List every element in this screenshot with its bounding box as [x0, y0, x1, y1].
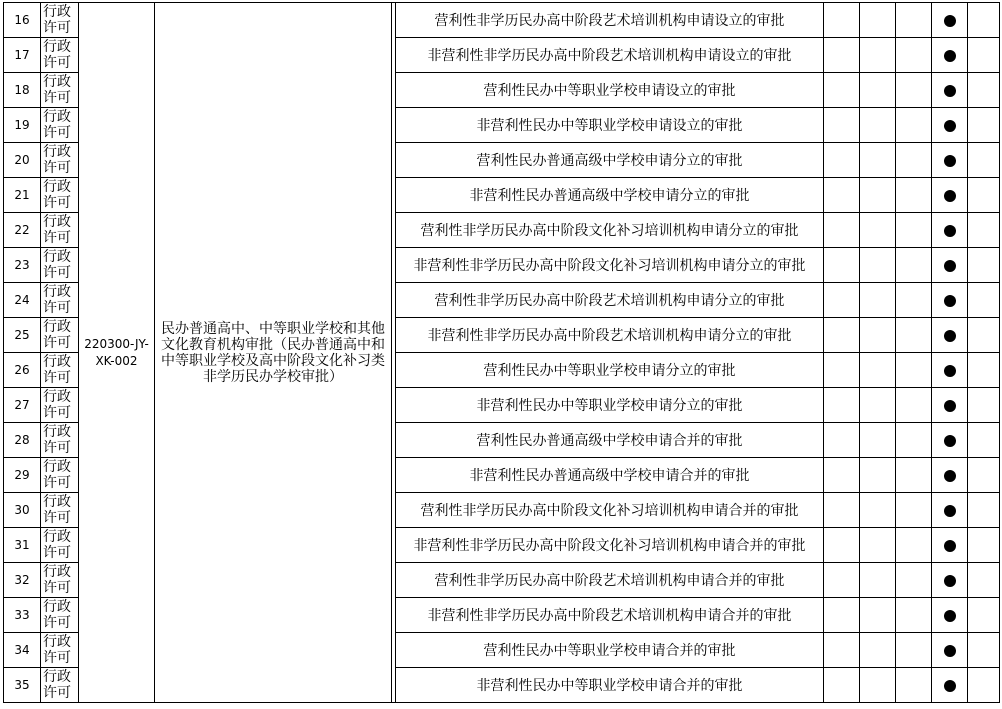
item-type: 行政许可 — [41, 563, 79, 598]
empty-last-cell — [968, 3, 1000, 38]
empty-level-cell — [896, 248, 932, 283]
mark-cell — [932, 668, 968, 703]
empty-level-cell — [896, 493, 932, 528]
empty-level-cell — [860, 493, 896, 528]
main-item-name: 民办普通高中、中等职业学校和其他文化教育机构审批（民办普通高中和中等职业学校及高中阶段文化补习类非学历民办学校审批） — [155, 3, 392, 703]
empty-level-cell — [824, 493, 860, 528]
empty-level-cell — [860, 73, 896, 108]
item-type: 行政许可 — [41, 3, 79, 38]
empty-level-cell — [824, 283, 860, 318]
mark-cell — [932, 38, 968, 73]
empty-level-cell — [824, 528, 860, 563]
table-body — [4, 3, 1000, 703]
mark-cell — [932, 458, 968, 493]
empty-level-cell — [860, 213, 896, 248]
mark-cell — [932, 108, 968, 143]
empty-last-cell — [968, 458, 1000, 493]
row-number: 22 — [4, 213, 41, 248]
item-type: 行政许可 — [41, 353, 79, 388]
sub-item-name: 营利性民办中等职业学校申请设立的审批 — [396, 73, 824, 108]
empty-last-cell — [968, 178, 1000, 213]
row-number: 31 — [4, 528, 41, 563]
item-type: 行政许可 — [41, 143, 79, 178]
filled-circle-icon — [944, 295, 956, 307]
empty-level-cell — [860, 318, 896, 353]
filled-circle-icon — [944, 505, 956, 517]
empty-last-cell — [968, 108, 1000, 143]
sub-item-name: 非营利性非学历民办高中阶段文化补习培训机构申请合并的审批 — [396, 528, 824, 563]
empty-level-cell — [896, 108, 932, 143]
empty-level-cell — [860, 423, 896, 458]
mark-cell — [932, 248, 968, 283]
sub-item-name: 营利性民办普通高级中学校申请分立的审批 — [396, 143, 824, 178]
row-number: 29 — [4, 458, 41, 493]
sub-item-name: 营利性非学历民办高中阶段艺术培训机构申请设立的审批 — [396, 3, 824, 38]
empty-level-cell — [860, 668, 896, 703]
filled-circle-icon — [944, 50, 956, 62]
empty-level-cell — [860, 353, 896, 388]
empty-level-cell — [824, 213, 860, 248]
item-type: 行政许可 — [41, 178, 79, 213]
filled-circle-icon — [944, 400, 956, 412]
item-type: 行政许可 — [41, 248, 79, 283]
empty-level-cell — [860, 143, 896, 178]
mark-cell — [932, 598, 968, 633]
row-number: 17 — [4, 38, 41, 73]
empty-level-cell — [896, 38, 932, 73]
empty-level-cell — [824, 353, 860, 388]
empty-level-cell — [860, 633, 896, 668]
filled-circle-icon — [944, 120, 956, 132]
sub-item-name: 非营利性非学历民办高中阶段艺术培训机构申请合并的审批 — [396, 598, 824, 633]
empty-level-cell — [824, 633, 860, 668]
empty-level-cell — [824, 143, 860, 178]
empty-level-cell — [896, 423, 932, 458]
empty-level-cell — [896, 458, 932, 493]
row-number: 16 — [4, 3, 41, 38]
row-number: 27 — [4, 388, 41, 423]
empty-level-cell — [896, 143, 932, 178]
item-type: 行政许可 — [41, 493, 79, 528]
row-number: 20 — [4, 143, 41, 178]
empty-last-cell — [968, 143, 1000, 178]
mark-cell — [932, 423, 968, 458]
empty-level-cell — [860, 283, 896, 318]
item-type: 行政许可 — [41, 633, 79, 668]
filled-circle-icon — [944, 610, 956, 622]
empty-level-cell — [824, 108, 860, 143]
item-code: 220300-JY-XK-002 — [79, 3, 155, 703]
filled-circle-icon — [944, 365, 956, 377]
mark-cell — [932, 353, 968, 388]
sub-item-name: 非营利性民办中等职业学校申请分立的审批 — [396, 388, 824, 423]
empty-level-cell — [860, 178, 896, 213]
item-type: 行政许可 — [41, 598, 79, 633]
empty-level-cell — [860, 598, 896, 633]
empty-level-cell — [824, 668, 860, 703]
filled-circle-icon — [944, 540, 956, 552]
empty-last-cell — [968, 668, 1000, 703]
row-number: 33 — [4, 598, 41, 633]
mark-cell — [932, 563, 968, 598]
item-type: 行政许可 — [41, 388, 79, 423]
filled-circle-icon — [944, 435, 956, 447]
empty-last-cell — [968, 528, 1000, 563]
empty-level-cell — [860, 563, 896, 598]
mark-cell — [932, 73, 968, 108]
sub-item-name: 非营利性非学历民办高中阶段艺术培训机构申请设立的审批 — [396, 38, 824, 73]
row-number: 23 — [4, 248, 41, 283]
empty-last-cell — [968, 73, 1000, 108]
item-type: 行政许可 — [41, 458, 79, 493]
empty-level-cell — [896, 283, 932, 318]
sub-item-name: 非营利性非学历民办高中阶段艺术培训机构申请分立的审批 — [396, 318, 824, 353]
table-row — [4, 3, 1000, 38]
row-number: 26 — [4, 353, 41, 388]
filled-circle-icon — [944, 330, 956, 342]
empty-level-cell — [896, 633, 932, 668]
row-number: 25 — [4, 318, 41, 353]
empty-level-cell — [860, 248, 896, 283]
empty-level-cell — [824, 563, 860, 598]
row-number: 19 — [4, 108, 41, 143]
item-type: 行政许可 — [41, 108, 79, 143]
sub-item-name: 非营利性民办普通高级中学校申请合并的审批 — [396, 458, 824, 493]
mark-cell — [932, 143, 968, 178]
empty-last-cell — [968, 38, 1000, 73]
sub-item-name: 非营利性非学历民办高中阶段文化补习培训机构申请分立的审批 — [396, 248, 824, 283]
empty-level-cell — [824, 318, 860, 353]
empty-level-cell — [824, 458, 860, 493]
empty-level-cell — [860, 38, 896, 73]
empty-level-cell — [824, 248, 860, 283]
mark-cell — [932, 283, 968, 318]
row-number: 24 — [4, 283, 41, 318]
empty-level-cell — [860, 458, 896, 493]
empty-level-cell — [824, 178, 860, 213]
empty-level-cell — [824, 3, 860, 38]
row-number: 35 — [4, 668, 41, 703]
empty-last-cell — [968, 633, 1000, 668]
empty-level-cell — [824, 38, 860, 73]
empty-level-cell — [896, 213, 932, 248]
filled-circle-icon — [944, 155, 956, 167]
empty-level-cell — [860, 528, 896, 563]
empty-level-cell — [896, 388, 932, 423]
filled-circle-icon — [944, 680, 956, 692]
empty-level-cell — [896, 598, 932, 633]
sub-item-name: 营利性民办中等职业学校申请合并的审批 — [396, 633, 824, 668]
mark-cell — [932, 213, 968, 248]
empty-last-cell — [968, 318, 1000, 353]
empty-last-cell — [968, 563, 1000, 598]
empty-last-cell — [968, 598, 1000, 633]
item-type: 行政许可 — [41, 73, 79, 108]
empty-last-cell — [968, 423, 1000, 458]
filled-circle-icon — [944, 260, 956, 272]
item-type: 行政许可 — [41, 213, 79, 248]
row-number: 21 — [4, 178, 41, 213]
empty-level-cell — [896, 73, 932, 108]
filled-circle-icon — [944, 575, 956, 587]
mark-cell — [932, 528, 968, 563]
empty-level-cell — [896, 528, 932, 563]
empty-last-cell — [968, 283, 1000, 318]
item-type: 行政许可 — [41, 668, 79, 703]
sub-item-name: 营利性非学历民办高中阶段艺术培训机构申请合并的审批 — [396, 563, 824, 598]
empty-level-cell — [896, 563, 932, 598]
mark-cell — [932, 493, 968, 528]
sub-item-name: 营利性非学历民办高中阶段文化补习培训机构申请合并的审批 — [396, 493, 824, 528]
approval-items-table — [3, 2, 1000, 703]
empty-last-cell — [968, 248, 1000, 283]
mark-cell — [932, 178, 968, 213]
filled-circle-icon — [944, 470, 956, 482]
empty-level-cell — [860, 108, 896, 143]
mark-cell — [932, 388, 968, 423]
empty-level-cell — [860, 388, 896, 423]
sub-item-name: 营利性非学历民办高中阶段文化补习培训机构申请分立的审批 — [396, 213, 824, 248]
empty-level-cell — [896, 178, 932, 213]
empty-level-cell — [896, 353, 932, 388]
empty-level-cell — [896, 3, 932, 38]
empty-last-cell — [968, 353, 1000, 388]
item-type: 行政许可 — [41, 423, 79, 458]
filled-circle-icon — [944, 645, 956, 657]
filled-circle-icon — [944, 190, 956, 202]
row-number: 32 — [4, 563, 41, 598]
empty-last-cell — [968, 213, 1000, 248]
mark-cell — [932, 318, 968, 353]
empty-level-cell — [896, 318, 932, 353]
filled-circle-icon — [944, 15, 956, 27]
sub-item-name: 营利性民办普通高级中学校申请合并的审批 — [396, 423, 824, 458]
sub-item-name: 营利性非学历民办高中阶段艺术培训机构申请分立的审批 — [396, 283, 824, 318]
item-type: 行政许可 — [41, 528, 79, 563]
item-type: 行政许可 — [41, 38, 79, 73]
mark-cell — [932, 633, 968, 668]
mark-cell — [932, 3, 968, 38]
row-number: 30 — [4, 493, 41, 528]
filled-circle-icon — [944, 85, 956, 97]
row-number: 34 — [4, 633, 41, 668]
item-type: 行政许可 — [41, 283, 79, 318]
empty-level-cell — [896, 668, 932, 703]
sub-item-name: 非营利性民办中等职业学校申请设立的审批 — [396, 108, 824, 143]
sub-item-name: 非营利性民办中等职业学校申请合并的审批 — [396, 668, 824, 703]
empty-level-cell — [860, 3, 896, 38]
sub-item-name: 非营利性民办普通高级中学校申请分立的审批 — [396, 178, 824, 213]
row-number: 28 — [4, 423, 41, 458]
sub-item-name: 营利性民办中等职业学校申请分立的审批 — [396, 353, 824, 388]
row-number: 18 — [4, 73, 41, 108]
filled-circle-icon — [944, 225, 956, 237]
empty-level-cell — [824, 423, 860, 458]
item-type: 行政许可 — [41, 318, 79, 353]
empty-last-cell — [968, 493, 1000, 528]
empty-level-cell — [824, 598, 860, 633]
empty-level-cell — [824, 73, 860, 108]
empty-last-cell — [968, 388, 1000, 423]
empty-level-cell — [824, 388, 860, 423]
